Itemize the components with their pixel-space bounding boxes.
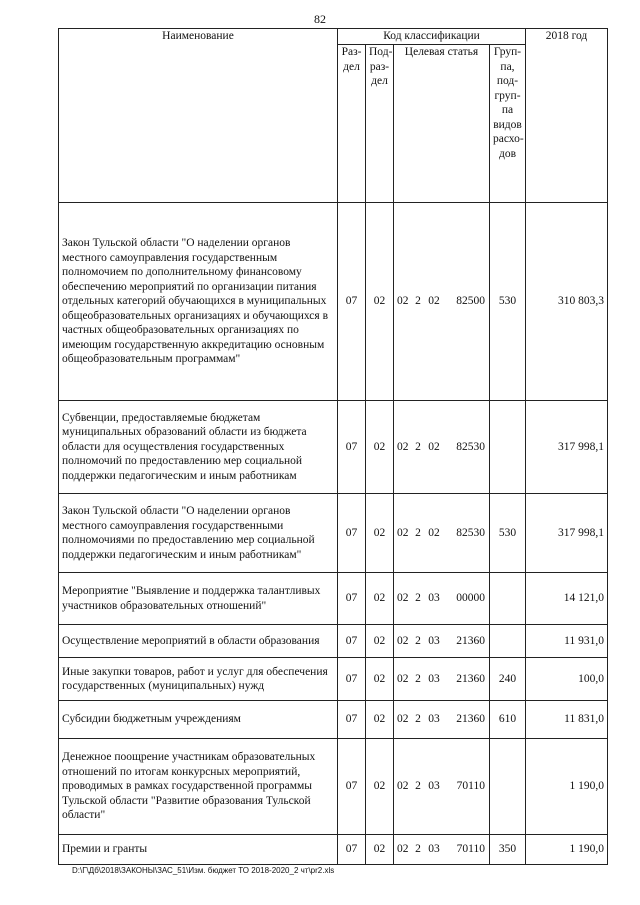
target-subprogram: 2 bbox=[415, 780, 421, 793]
header-target: Целевая статья bbox=[394, 45, 490, 203]
row-subsection: 02 bbox=[366, 739, 394, 835]
table-row bbox=[59, 573, 608, 625]
header-classification: Код классификации bbox=[338, 29, 526, 45]
target-subprogram: 2 bbox=[415, 634, 421, 647]
row-group: 240 bbox=[490, 658, 526, 701]
row-subsection: 02 bbox=[366, 835, 394, 865]
target-program: 02 bbox=[397, 713, 409, 726]
target-event: 03 bbox=[428, 780, 440, 793]
target-program: 02 bbox=[397, 843, 409, 856]
row-amount: 100,0 bbox=[526, 658, 608, 701]
row-section: 07 bbox=[338, 701, 366, 739]
row-subsection: 02 bbox=[366, 401, 394, 494]
table-row bbox=[59, 401, 608, 494]
row-target-code bbox=[394, 203, 490, 401]
row-group: 530 bbox=[490, 203, 526, 401]
table-row bbox=[59, 658, 608, 701]
row-section: 07 bbox=[338, 494, 366, 573]
table-row bbox=[59, 625, 608, 658]
target-direction: 82530 bbox=[456, 440, 485, 453]
row-amount: 317 998,1 bbox=[526, 494, 608, 573]
row-target-code bbox=[394, 739, 490, 835]
row-section: 07 bbox=[338, 625, 366, 658]
target-subprogram: 2 bbox=[415, 592, 421, 605]
row-target-code bbox=[394, 494, 490, 573]
row-name: Закон Тульской области "О наделении органов местного самоуправления государственными полномочиями по предоставлению мер социальной поддержки педагогическим и иным работникам" bbox=[59, 494, 338, 573]
target-program: 02 bbox=[397, 634, 409, 647]
row-subsection: 02 bbox=[366, 203, 394, 401]
target-event: 03 bbox=[428, 672, 440, 685]
row-amount: 310 803,3 bbox=[526, 203, 608, 401]
target-event: 03 bbox=[428, 843, 440, 856]
row-target-code bbox=[394, 573, 490, 625]
row-name: Иные закупки товаров, работ и услуг для обеспечения государственных (муниципальных) нужд bbox=[59, 658, 338, 701]
target-event: 02 bbox=[428, 440, 440, 453]
row-group: 610 bbox=[490, 701, 526, 739]
row-section: 07 bbox=[338, 739, 366, 835]
table-row bbox=[59, 494, 608, 573]
target-event: 03 bbox=[428, 713, 440, 726]
target-program: 02 bbox=[397, 780, 409, 793]
row-group bbox=[490, 573, 526, 625]
table-row bbox=[59, 203, 608, 401]
row-group: 530 bbox=[490, 494, 526, 573]
target-direction: 70110 bbox=[456, 843, 485, 856]
row-target-code bbox=[394, 401, 490, 494]
row-subsection: 02 bbox=[366, 701, 394, 739]
target-direction: 82530 bbox=[456, 526, 485, 539]
row-group bbox=[490, 739, 526, 835]
target-direction: 21360 bbox=[456, 713, 485, 726]
target-program: 02 bbox=[397, 526, 409, 539]
page-number: 82 bbox=[314, 12, 326, 26]
target-subprogram: 2 bbox=[415, 843, 421, 856]
target-subprogram: 2 bbox=[415, 526, 421, 539]
target-event: 03 bbox=[428, 634, 440, 647]
row-target-code bbox=[394, 625, 490, 658]
row-name: Премии и гранты bbox=[59, 835, 338, 865]
row-amount: 14 121,0 bbox=[526, 573, 608, 625]
row-amount: 1 190,0 bbox=[526, 835, 608, 865]
row-amount: 11 931,0 bbox=[526, 625, 608, 658]
target-event: 02 bbox=[428, 526, 440, 539]
row-section: 07 bbox=[338, 401, 366, 494]
row-subsection: 02 bbox=[366, 573, 394, 625]
header-year: 2018 год bbox=[526, 29, 608, 203]
target-program: 02 bbox=[397, 672, 409, 685]
row-name: Денежное поощрение участникам образовательных отношений по итогам конкурсных мероприятий, проводимых в рамках государственной программы Тульской области "Развитие образования Тульской области" bbox=[59, 739, 338, 835]
row-target-code bbox=[394, 835, 490, 865]
row-subsection: 02 bbox=[366, 494, 394, 573]
row-name: Субвенции, предоставляемые бюджетам муниципальных образований области из бюджета области для осуществления государственных полномочий по предоставлению мер социальной поддержки педагогическим и иным работникам bbox=[59, 401, 338, 494]
row-amount: 11 831,0 bbox=[526, 701, 608, 739]
row-section: 07 bbox=[338, 203, 366, 401]
row-section: 07 bbox=[338, 835, 366, 865]
target-direction: 70110 bbox=[456, 780, 485, 793]
row-amount: 1 190,0 bbox=[526, 739, 608, 835]
row-section: 07 bbox=[338, 573, 366, 625]
table-row bbox=[59, 739, 608, 835]
budget-table bbox=[58, 28, 608, 865]
header-name: Наименование bbox=[59, 29, 338, 203]
row-amount: 317 998,1 bbox=[526, 401, 608, 494]
target-subprogram: 2 bbox=[415, 440, 421, 453]
footer-file-path: D:\Г\Дб\2018\ЗАКОНЫ\ЗАС_51\Изм. бюджет ТО 2018-2020_2 чт\pr2.xls bbox=[72, 866, 335, 875]
target-direction: 21360 bbox=[456, 634, 485, 647]
target-subprogram: 2 bbox=[415, 713, 421, 726]
header-section: Раз- дел bbox=[338, 45, 366, 203]
row-name: Закон Тульской области "О наделении органов местного самоуправления государственным полномочием по дополнительному финансовому обеспечению мероприятий по организации питания отдельных категорий обучающихся в муниципальных общеобразовательных организациях и обучающихся в частных общеобразовательных организациях по имеющим государственную аккредитацию основным общеобразовательным программам" bbox=[59, 203, 338, 401]
row-name: Субсидии бюджетным учреждениям bbox=[59, 701, 338, 739]
target-event: 02 bbox=[428, 295, 440, 308]
target-direction: 82500 bbox=[456, 295, 485, 308]
row-name: Мероприятие "Выявление и поддержка талантливых участников образовательных отношений" bbox=[59, 573, 338, 625]
target-direction: 00000 bbox=[456, 592, 485, 605]
row-name: Осуществление мероприятий в области образования bbox=[59, 625, 338, 658]
header-subsection: Под- раз- дел bbox=[366, 45, 394, 203]
target-subprogram: 2 bbox=[415, 672, 421, 685]
target-event: 03 bbox=[428, 592, 440, 605]
row-group bbox=[490, 625, 526, 658]
row-section: 07 bbox=[338, 658, 366, 701]
target-program: 02 bbox=[397, 295, 409, 308]
table-row bbox=[59, 701, 608, 739]
header-group: Груп- па, под- груп- па видов расхо- дов bbox=[490, 45, 526, 203]
table-row bbox=[59, 835, 608, 865]
row-subsection: 02 bbox=[366, 625, 394, 658]
row-group bbox=[490, 401, 526, 494]
row-group: 350 bbox=[490, 835, 526, 865]
row-target-code bbox=[394, 658, 490, 701]
target-subprogram: 2 bbox=[415, 295, 421, 308]
target-program: 02 bbox=[397, 440, 409, 453]
row-target-code bbox=[394, 701, 490, 739]
row-subsection: 02 bbox=[366, 658, 394, 701]
target-program: 02 bbox=[397, 592, 409, 605]
target-direction: 21360 bbox=[456, 672, 485, 685]
